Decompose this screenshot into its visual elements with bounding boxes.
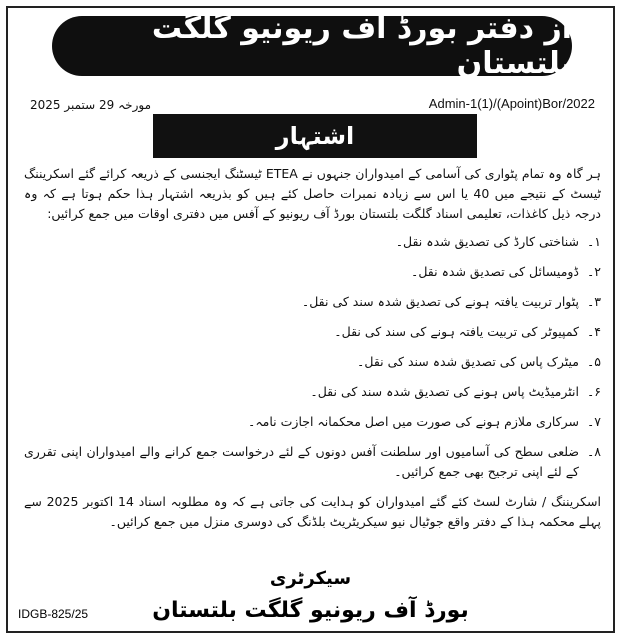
intro-paragraph: ہر گاہ وہ تمام پٹواری کی آسامی کے امیدواران جنہوں نے ETEA ٹیسٹنگ ایجنسی کے ذریعہ کرائے گئے اسکریننگ ٹیسٹ کے نتیجے میں 40 یا اس سے زیادہ نمبرات حاصل کئے ہیں کو بذریعہ اشتہار ہذا حکم ہوتا ہے کہ وہ درجہ ذیل کاغذات، تعلیمی اسناد گلگت بلتستان بورڈ آف ریونیو کے آفس میں دفتری اوقات میں جمع کرائیں: — [24, 166, 602, 221]
list-item — [24, 322, 601, 342]
item-number: ۲۔ — [586, 264, 601, 279]
list-item — [24, 382, 601, 402]
advertisement-frame — [6, 6, 615, 633]
list-item — [24, 442, 601, 482]
signatory-title: سیکرٹری — [269, 568, 352, 589]
item-number: ۵۔ — [586, 354, 601, 369]
requirements-list — [24, 232, 601, 482]
item-number: ۷۔ — [586, 414, 601, 429]
list-item — [24, 232, 601, 252]
header-banner: از دفتر بورڈ آف ریونیو گلگت بلتستان — [52, 16, 572, 76]
list-item — [24, 292, 601, 312]
item-text: ضلعی سطح کی آسامیوں اور سلطنت آفس دونوں کے لئے درخواست جمع کرانے والے امیدواران اپنی تقرری کے لئے اپنی ترجیح بھی جمع کرائیں۔ — [24, 444, 579, 479]
advertisement-body — [24, 164, 601, 536]
list-item — [24, 262, 601, 282]
item-text: پٹوار تربیت یافتہ ہونے کی تصدیق شدہ سند کی نقل۔ — [301, 294, 579, 309]
item-number: ۶۔ — [586, 384, 601, 399]
list-item — [24, 412, 601, 432]
advertisement-title: اشتہار — [153, 114, 477, 158]
reference-number: Admin-1(1)/(Apoint)Bor/2022 — [428, 96, 595, 111]
item-text: ڈومیسائل کی تصدیق شدہ نقل۔ — [411, 264, 579, 279]
item-text: سرکاری ملازم ہونے کی صورت میں اصل محکمانہ اجازت نامہ۔ — [248, 414, 579, 429]
item-text: میٹرک پاس کی تصدیق شدہ سند کی نقل۔ — [357, 354, 579, 369]
submission-note: اسکریننگ / شارٹ لسٹ کئے گئے امیدواران کو ہدایت کی جاتی ہے کہ وہ مطلوبہ اسناد 14 اکتوبر 2025 سے پہلے محکمہ ہذا کے دفتر واقع جوٹیال نیو سیکریٹریٹ بلڈنگ کی دوسری منزل میں جمع کرائیں۔ — [24, 494, 601, 529]
item-number: ۳۔ — [586, 294, 601, 309]
item-number: ۸۔ — [586, 444, 601, 459]
item-text: شناختی کارڈ کی تصدیق شدہ نقل۔ — [395, 234, 579, 249]
item-text: انٹرمیڈیٹ پاس ہونے کی تصدیق شدہ سند کی نقل۔ — [310, 384, 579, 399]
office-name: بورڈ آف ریونیو گلگت بلتستان — [152, 598, 469, 623]
date-text: مورخہ 29 ستمبر 2025 — [30, 98, 151, 112]
item-text: کمپیوٹر کی تربیت یافتہ ہونے کی سند کی نقل۔ — [334, 324, 579, 339]
item-number: ۱۔ — [586, 234, 601, 249]
item-number: ۴۔ — [586, 324, 601, 339]
advert-code: IDGB-825/25 — [18, 607, 89, 621]
list-item — [24, 352, 601, 372]
